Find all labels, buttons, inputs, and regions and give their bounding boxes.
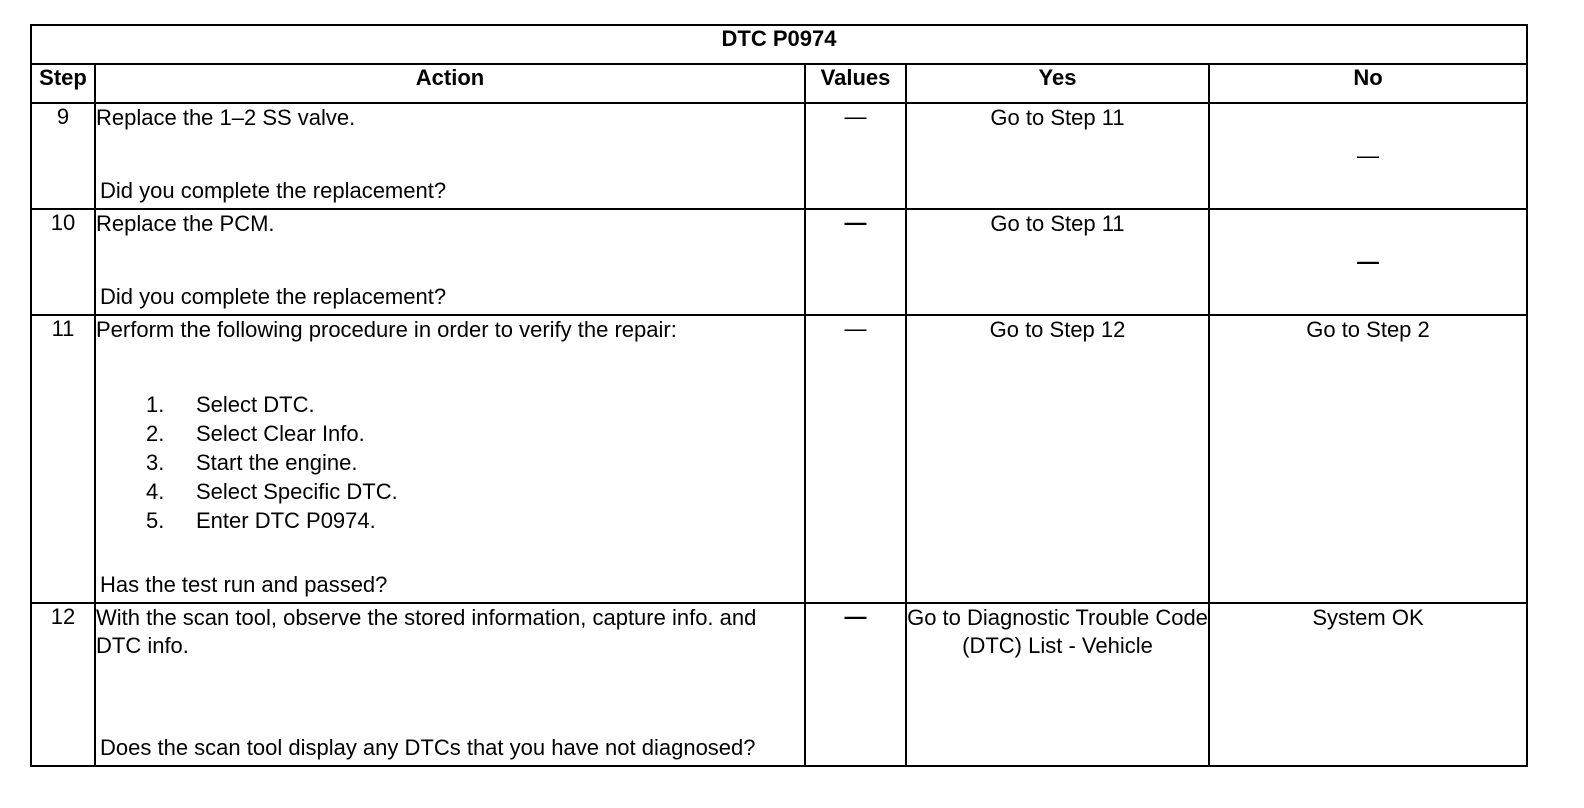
step-number: 12	[31, 603, 95, 766]
header-action: Action	[95, 64, 805, 103]
list-item	[146, 448, 398, 477]
header-step: Step	[31, 64, 95, 103]
action-question: Does the scan tool display any DTCs that you have not diagnosed?	[100, 735, 756, 760]
action-question: Did you complete the replacement?	[100, 178, 447, 203]
header-row	[31, 64, 1527, 103]
action-text: Perform the following procedure in order to verify the repair:	[96, 317, 677, 342]
procedure-list	[146, 390, 398, 535]
list-item	[146, 477, 398, 506]
values-dash: —	[844, 210, 867, 235]
values-cell	[805, 315, 906, 603]
yes-cell: Go to Step 11	[906, 209, 1209, 315]
no-cell	[1209, 209, 1527, 315]
header-values: Values	[805, 64, 906, 103]
no-dash: —	[1357, 249, 1379, 274]
list-item	[146, 506, 398, 535]
action-cell	[95, 315, 805, 603]
title-row	[31, 25, 1527, 64]
yes-cell: Go to Diagnostic Trouble Code (DTC) List - Vehicle	[906, 603, 1209, 766]
dtc-table	[30, 24, 1528, 767]
action-question: Did you complete the replacement?	[100, 284, 447, 309]
table-title: DTC P0974	[31, 25, 1527, 64]
header-no: No	[1209, 64, 1527, 103]
values-dash: —	[844, 104, 867, 129]
no-dash: —	[1357, 143, 1379, 168]
no-cell	[1209, 103, 1527, 209]
values-dash: —	[844, 604, 867, 629]
table-row-step-12	[31, 603, 1527, 766]
values-cell	[805, 209, 906, 315]
yes-cell: Go to Step 12	[906, 315, 1209, 603]
values-cell	[805, 103, 906, 209]
list-item-text: Select Specific DTC.	[196, 479, 398, 504]
action-text: Replace the PCM.	[96, 211, 275, 236]
no-cell: System OK	[1209, 603, 1527, 766]
list-item-number: 4.	[146, 479, 165, 504]
table-row-step-11	[31, 315, 1527, 603]
values-dash: —	[844, 316, 867, 341]
list-item-number: 5.	[146, 508, 165, 533]
values-cell	[805, 603, 906, 766]
table-row-step-9	[31, 103, 1527, 209]
list-item-text: Select DTC.	[196, 392, 315, 417]
list-item-text: Enter DTC P0974.	[196, 508, 376, 533]
header-yes: Yes	[906, 64, 1209, 103]
yes-cell: Go to Step 11	[906, 103, 1209, 209]
action-cell	[95, 603, 805, 766]
list-item	[146, 419, 398, 448]
action-question: Has the test run and passed?	[100, 572, 388, 597]
action-text: Replace the 1–2 SS valve.	[96, 105, 356, 130]
list-item-text: Start the engine.	[196, 450, 358, 475]
step-number: 9	[31, 103, 95, 209]
no-cell: Go to Step 2	[1209, 315, 1527, 603]
list-item-text: Select Clear Info.	[196, 421, 365, 446]
list-item-number: 3.	[146, 450, 165, 475]
action-cell	[95, 209, 805, 315]
list-item-number: 1.	[146, 392, 165, 417]
step-number: 10	[31, 209, 95, 315]
list-item-number: 2.	[146, 421, 165, 446]
list-item	[146, 390, 398, 419]
action-text: With the scan tool, observe the stored information, capture info. and DTC info.	[96, 605, 757, 658]
step-number: 11	[31, 315, 95, 603]
action-cell	[95, 103, 805, 209]
table-row-step-10	[31, 209, 1527, 315]
